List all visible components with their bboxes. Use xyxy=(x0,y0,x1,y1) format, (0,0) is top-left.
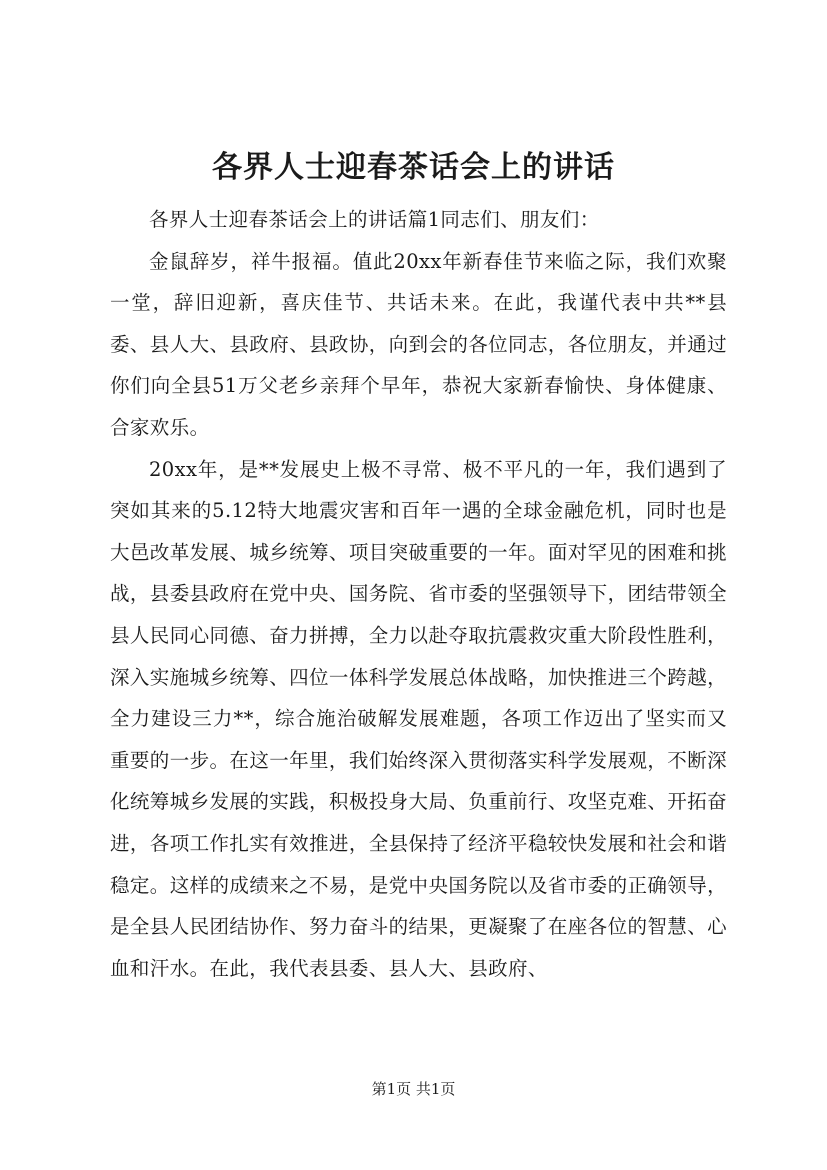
page-number-footer: 第1页 共1页 xyxy=(371,1080,456,1098)
document-body xyxy=(110,199,727,989)
document-title: 各界人士迎春茶话会上的讲话 xyxy=(212,150,615,185)
paragraph-review: 20xx年，是**发展史上极不寻常、极不平凡的一年，我们遇到了突如其来的5.12特大地震灾害和百年一遇的全球金融危机，同时也是大邑改革发展、城乡统筹、项目突破重要的一年。面对罕见的困难和挑战，县委县政府在党中央、国务院、省市委的坚强领导下，团结带领全县人民同心同德、奋力拼搏，全力以赴夺取抗震救灾重大阶段性胜利，深入实施城乡统筹、四位一体科学发展总体战略，加快推进三个跨越，全力建设三力**，综合施治破解发展难题，各项工作迈出了坚实而又重要的一步。在这一年里，我们始终深入贯彻落实科学发展观，不断深化统筹城乡发展的实践，积极投身大局、负重前行、攻坚克难、开拓奋进，各项工作扎实有效推进，全县保持了经济平稳较快发展和社会和谐稳定。这样的成绩来之不易，是党中央国务院以及省市委的正确领导，是全县人民团结协作、努力奋斗的结果，更凝聚了在座各位的智慧、心血和汗水。在此，我代表县委、县人大、县政府、 xyxy=(110,457,727,980)
paragraph-salutation: 各界人士迎春茶话会上的讲话篇1同志们、朋友们： xyxy=(149,208,600,231)
paragraph-greeting: 金鼠辞岁，祥牛报福。值此20xx年新春佳节来临之际，我们欢聚一堂，辞旧迎新，喜庆佳节、共话未来。在此，我谨代表中共**县委、县人大、县政府、县政协，向到会的各位同志，各位朋友，并通过你们向全县51万父老乡亲拜个早年，恭祝大家新春愉快、身体健康、合家欢乐。 xyxy=(110,249,727,439)
